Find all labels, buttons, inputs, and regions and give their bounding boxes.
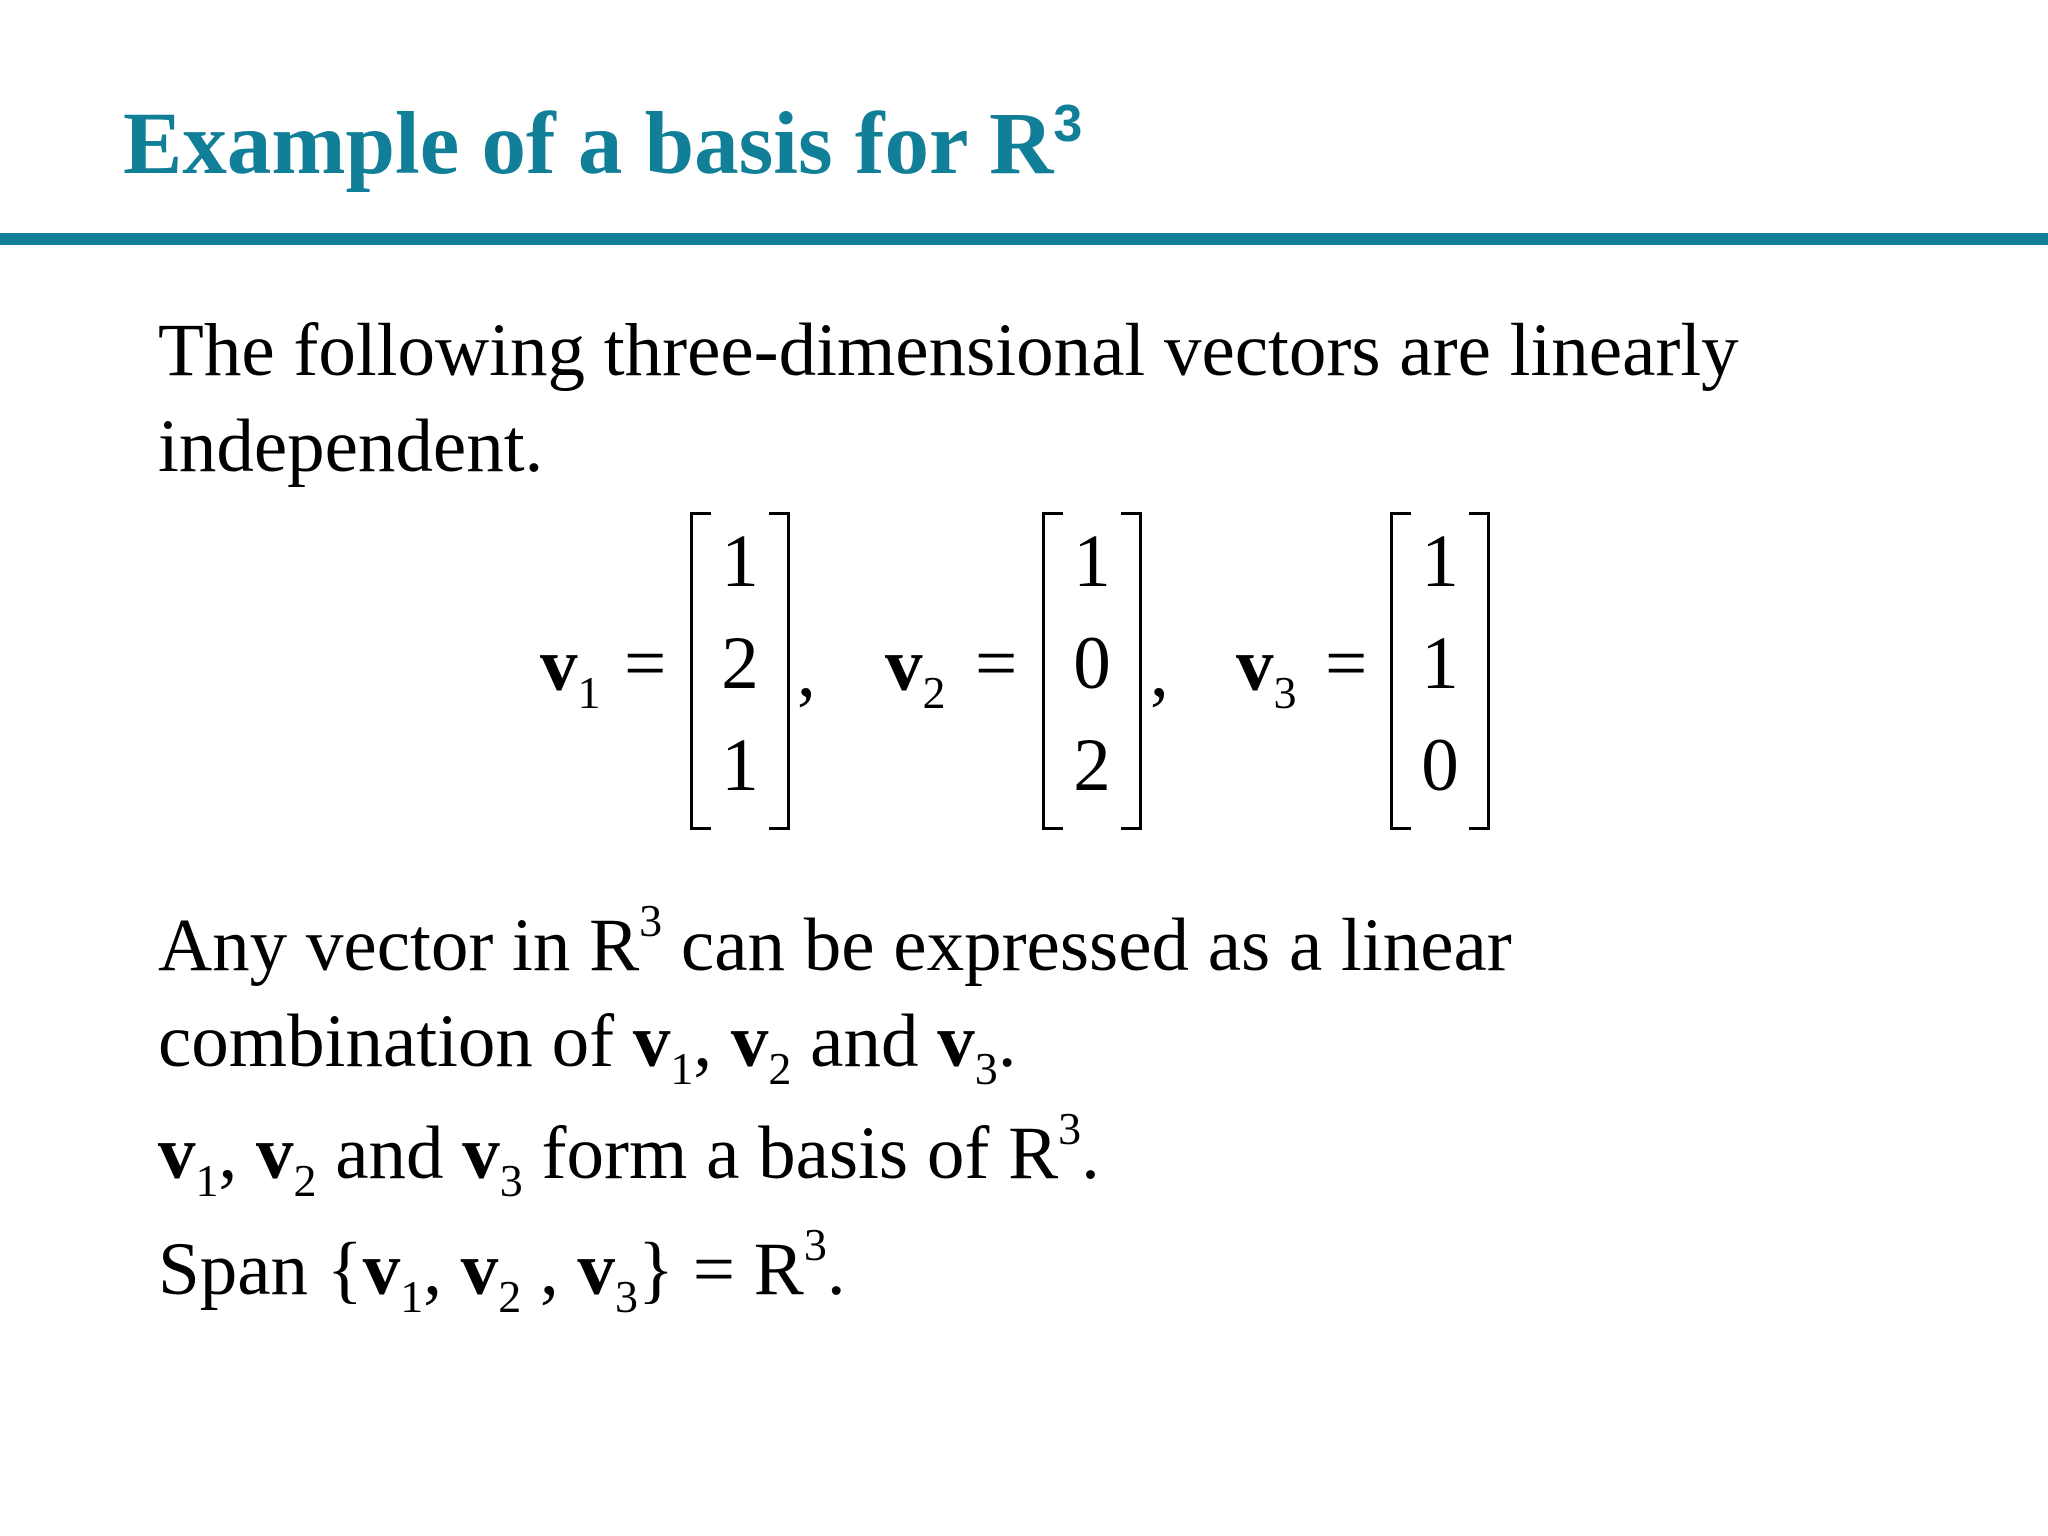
vector-matrix-v2 [1042,512,1142,828]
matrix-entry: 1 [1073,520,1111,603]
matrix-entry: 0 [1073,622,1111,705]
span-statement: Span {$v_1$, $v_2$ , $v_3\} = R^3$. [158,1219,846,1322]
title-divider [0,233,2048,245]
matrix-entry: 2 [721,622,759,705]
title-superscript: 3 [1053,95,1083,153]
vector-matrix-v1 [690,512,790,828]
matrix-entry: 2 [1073,724,1111,807]
comma: , [797,630,816,713]
matrix-entry: 0 [1421,724,1459,807]
equals-sign: = [624,622,667,705]
matrix-entry: 1 [1421,622,1459,705]
vector-label-v1: $v_1$ [540,624,601,718]
matrix-entry: 1 [721,724,759,807]
matrix-entry: 1 [721,520,759,603]
equals-sign: = [1325,622,1368,705]
basis-statement: $v_1$, $v_2$ and $v_3$ form a basis of $R^3$. [158,1103,1100,1206]
any-vector-line-1: Any vector in $R^3$ can be expressed as a linear [158,895,1512,987]
slide-title [123,94,1082,206]
matrix-entry: 1 [1421,520,1459,603]
title-text: Example of a basis for R [123,95,1054,193]
vector-label-v2: $v_2$ [885,624,946,718]
intro-line-2: independent. [158,405,544,488]
any-vector-line-2: combination of $v_1$, $v_2$ and $v_3$. [158,1000,1017,1094]
comma: , [1150,630,1169,713]
vector-matrix-v3 [1390,512,1490,828]
vector-label-v3: $v_3$ [1236,624,1297,718]
intro-line-1: The following three-dimensional vectors are linearly [158,309,1739,392]
equals-sign: = [975,622,1018,705]
